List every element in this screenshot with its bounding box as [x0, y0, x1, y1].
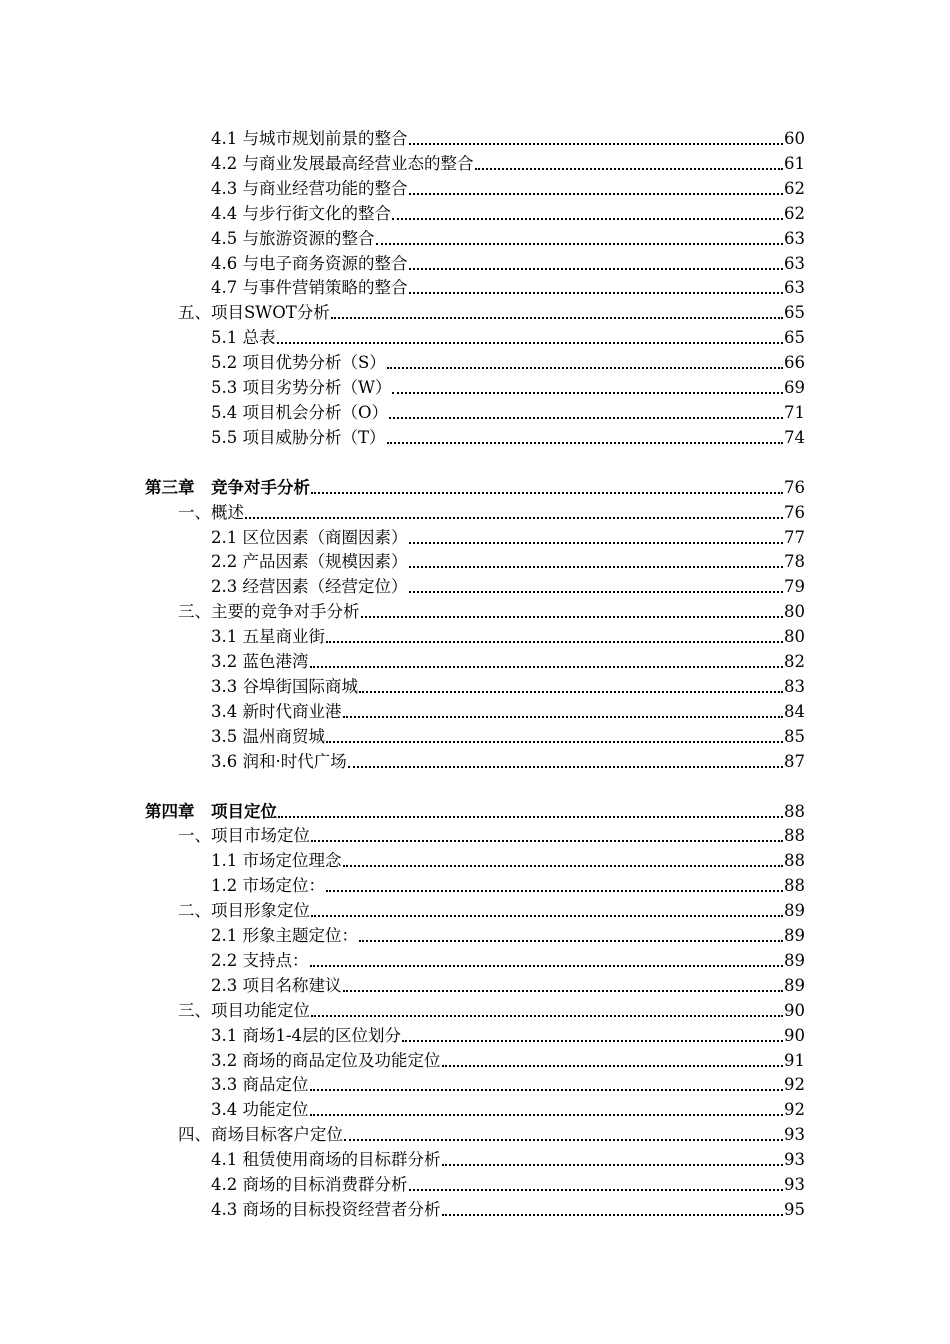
toc-entry-label: 第四章 项目定位	[145, 801, 277, 821]
toc-subsection-entry[interactable]	[211, 648, 805, 672]
toc-entry-label: 4.1 租赁使用商场的目标群分析	[211, 1150, 441, 1170]
toc-subsection-entry[interactable]	[211, 125, 805, 149]
toc-page-number: 63	[784, 228, 805, 248]
toc-subsection-entry[interactable]	[211, 972, 805, 996]
toc-subsection-entry[interactable]	[211, 175, 805, 199]
dot-leader	[409, 131, 784, 145]
toc-page-number: 62	[784, 203, 805, 223]
toc-subsection-entry[interactable]	[211, 1071, 805, 1095]
dot-leader	[409, 530, 784, 544]
dot-leader	[409, 181, 784, 195]
toc-entry-label: 1.1 市场定位理念	[211, 851, 342, 871]
toc-subsection-entry[interactable]	[211, 1047, 805, 1071]
dot-leader	[344, 1127, 783, 1141]
toc-page-number: 93	[784, 1125, 805, 1145]
dot-leader	[442, 1202, 784, 1216]
toc-section-entry[interactable]	[178, 997, 805, 1021]
toc-entry-label: 2.2 支持点：	[211, 950, 309, 970]
toc-entry-label: 3.5 温州商贸城	[211, 726, 325, 746]
toc-subsection-entry[interactable]	[211, 673, 805, 697]
dot-leader	[348, 754, 783, 768]
toc-entry-label: 一、概述	[178, 502, 244, 522]
dot-leader	[343, 978, 784, 992]
toc-subsection-entry[interactable]	[211, 524, 805, 548]
toc-subsection-entry[interactable]	[211, 922, 805, 946]
toc-page-number: 80	[784, 627, 805, 647]
dot-leader	[343, 853, 784, 867]
dot-leader	[310, 1077, 784, 1091]
dot-leader	[409, 1177, 784, 1191]
toc-entry-label: 3.2 蓝色港湾	[211, 652, 309, 671]
toc-entry-label: 4.1 与城市规划前景的整合	[211, 129, 408, 148]
toc-page-number: 88	[784, 876, 805, 896]
toc-subsection-entry[interactable]	[211, 723, 805, 747]
dot-leader	[311, 1003, 783, 1017]
toc-page-number: 90	[784, 1000, 805, 1020]
toc-section-entry[interactable]	[178, 822, 805, 846]
toc-entry-label: 2.1 形象主题定位：	[211, 926, 358, 945]
dot-leader	[277, 330, 784, 344]
dot-leader	[387, 430, 784, 444]
dot-leader	[475, 156, 784, 170]
toc-page-number: 74	[784, 427, 805, 447]
toc-entry-label: 3.3 商品定位	[211, 1075, 309, 1095]
toc-page-number: 65	[784, 303, 805, 323]
dot-leader	[326, 729, 783, 743]
toc-page-number: 88	[784, 851, 805, 871]
toc-entry-label: 五、项目SWOT分析	[178, 303, 330, 323]
toc-subsection-entry[interactable]	[211, 225, 805, 249]
toc-entry-label: 3.4 新时代商业港	[211, 701, 342, 721]
dot-leader	[402, 1028, 783, 1042]
dot-leader	[359, 928, 783, 942]
toc-page-number: 90	[784, 1025, 805, 1045]
toc-page-number: 82	[784, 652, 805, 671]
toc-subsection-entry[interactable]	[211, 548, 805, 572]
toc-page-number: 85	[784, 726, 805, 746]
toc-page-number: 93	[784, 1175, 805, 1194]
toc-entry-label: 4.3 与商业经营功能的整合	[211, 178, 408, 198]
toc-page-number: 88	[784, 826, 805, 846]
toc-subsection-entry[interactable]	[211, 1171, 805, 1195]
toc-page-number: 60	[784, 129, 805, 148]
toc-entry-label: 3.6 润和·时代广场	[211, 751, 347, 771]
dot-leader	[392, 206, 783, 220]
toc-page-number: 91	[784, 1050, 805, 1070]
toc-page-number: 87	[784, 751, 805, 771]
toc-subsection-entry[interactable]	[211, 573, 805, 597]
toc-section-entry[interactable]	[178, 598, 805, 622]
dot-leader	[389, 405, 783, 419]
toc-page-number: 83	[784, 676, 805, 696]
toc-page-number: 92	[784, 1075, 805, 1095]
toc-page-number: 88	[784, 801, 805, 821]
toc-page-number: 95	[784, 1199, 805, 1219]
toc-subsection-entry[interactable]	[211, 872, 805, 896]
toc-entry-label: 3.3 谷埠街国际商城	[211, 676, 358, 696]
toc-section-entry[interactable]	[178, 499, 805, 523]
toc-entry-label: 5.5 项目威胁分析（T）	[211, 427, 386, 447]
toc-page-number: 89	[784, 975, 805, 995]
toc-section-entry[interactable]	[178, 897, 805, 921]
toc-subsection-entry[interactable]	[211, 947, 805, 971]
dot-leader	[326, 878, 783, 892]
toc-subsection-entry[interactable]	[211, 623, 805, 647]
dot-leader	[442, 1152, 784, 1166]
dot-leader	[409, 256, 784, 270]
toc-entry-label: 5.3 项目劣势分析（W）	[211, 378, 392, 397]
dot-leader	[326, 629, 783, 643]
toc-subsection-entry[interactable]	[211, 424, 805, 448]
toc-chapter-entry[interactable]	[145, 474, 805, 498]
dot-leader	[245, 505, 783, 519]
toc-entry-label: 4.5 与旅游资源的整合	[211, 228, 375, 248]
toc-subsection-entry[interactable]	[211, 324, 805, 348]
toc-page-number: 71	[784, 402, 805, 422]
toc-entry-label: 5.4 项目机会分析（O）	[211, 402, 389, 422]
toc-entry-label: 2.3 项目名称建议	[211, 975, 342, 995]
toc-entry-label: 2.2 产品因素（规模因素）	[211, 552, 408, 572]
toc-subsection-entry[interactable]	[211, 698, 805, 722]
toc-subsection-entry[interactable]	[211, 1146, 805, 1170]
toc-page-number: 62	[784, 178, 805, 198]
toc-page-number: 77	[784, 527, 805, 547]
toc-entry-label: 5.2 项目优势分析（S）	[211, 353, 386, 373]
toc-subsection-entry[interactable]	[211, 200, 805, 224]
dot-leader	[359, 679, 783, 693]
toc-entry-label: 三、主要的竞争对手分析	[178, 602, 360, 622]
toc-entry-label: 4.7 与事件营销策略的整合	[211, 278, 408, 298]
dot-leader	[343, 704, 784, 718]
toc-subsection-entry[interactable]	[211, 847, 805, 871]
toc-page-number: 76	[784, 502, 805, 522]
toc-subsection-entry[interactable]	[211, 399, 805, 423]
toc-page-number: 84	[784, 701, 805, 721]
toc-entry-label: 3.4 功能定位	[211, 1100, 309, 1120]
toc-page-number: 89	[784, 901, 805, 921]
toc-entry-label: 四、商场目标客户定位	[178, 1125, 343, 1145]
dot-leader	[310, 654, 784, 668]
toc-subsection-entry[interactable]	[211, 349, 805, 373]
toc-page-number: 61	[784, 153, 805, 173]
dot-leader	[361, 604, 784, 618]
toc-page-number: 69	[784, 378, 805, 397]
toc-entry-label: 二、项目形象定位	[178, 901, 310, 921]
toc-entry-label: 4.2 商场的目标消费群分析	[211, 1175, 408, 1194]
toc-section-entry[interactable]	[178, 299, 805, 323]
dot-leader	[376, 231, 784, 245]
toc-entry-label: 3.1 商场1-4层的区位划分	[211, 1025, 402, 1045]
toc-subsection-entry[interactable]	[211, 274, 805, 298]
toc-entry-label: 4.3 商场的目标投资经营者分析	[211, 1199, 441, 1219]
toc-page-number: 78	[784, 552, 805, 572]
dot-leader	[442, 1053, 784, 1067]
toc-entry-label: 2.1 区位因素（商圈因素）	[211, 527, 408, 547]
toc-subsection-entry[interactable]	[211, 748, 805, 772]
toc-chapter-entry[interactable]	[145, 798, 805, 822]
dot-leader	[387, 355, 783, 369]
dot-leader	[278, 804, 783, 818]
toc-subsection-entry[interactable]	[211, 1096, 805, 1120]
toc-page-number: 63	[784, 278, 805, 298]
toc-subsection-entry[interactable]	[211, 250, 805, 274]
toc-entry-label: 3.2 商场的商品定位及功能定位	[211, 1050, 441, 1070]
toc-entry-label: 1.2 市场定位：	[211, 876, 325, 896]
toc-entry-label: 4.2 与商业发展最高经营业态的整合	[211, 153, 474, 173]
toc-subsection-entry[interactable]	[211, 150, 805, 174]
dot-leader	[409, 554, 784, 568]
toc-subsection-entry[interactable]	[211, 374, 805, 398]
toc-page-number: 89	[784, 926, 805, 945]
toc-entry-label: 4.4 与步行街文化的整合	[211, 203, 391, 223]
toc-page-number: 63	[784, 253, 805, 273]
toc-section-entry[interactable]	[178, 1121, 805, 1145]
toc-page-number: 65	[784, 328, 805, 348]
dot-leader	[310, 953, 784, 967]
toc-page-number: 66	[784, 353, 805, 373]
dot-leader	[310, 1102, 784, 1116]
toc-subsection-entry[interactable]	[211, 1022, 805, 1046]
toc-page-number: 92	[784, 1100, 805, 1120]
dot-leader	[331, 305, 783, 319]
toc-page-number: 76	[784, 477, 805, 497]
toc-subsection-entry[interactable]	[211, 1196, 805, 1220]
dot-leader	[311, 828, 783, 842]
toc-page-number: 93	[784, 1150, 805, 1170]
dot-leader	[311, 480, 783, 494]
dot-leader	[409, 579, 784, 593]
toc-entry-label: 第三章 竞争对手分析	[145, 477, 310, 497]
toc-entry-label: 3.1 五星商业街	[211, 627, 325, 647]
toc-entry-label: 2.3 经营因素（经营定位）	[211, 577, 408, 597]
toc-page-number: 89	[784, 950, 805, 970]
toc-entry-label: 三、项目功能定位	[178, 1000, 310, 1020]
toc-entry-label: 一、项目市场定位	[178, 826, 310, 846]
toc-page-number: 80	[784, 602, 805, 622]
toc-page-number: 79	[784, 577, 805, 597]
toc-entry-label: 4.6 与电子商务资源的整合	[211, 253, 408, 273]
dot-leader	[392, 380, 783, 394]
toc-entry-label: 5.1 总表	[211, 328, 276, 348]
dot-leader	[409, 280, 784, 294]
dot-leader	[311, 903, 783, 917]
